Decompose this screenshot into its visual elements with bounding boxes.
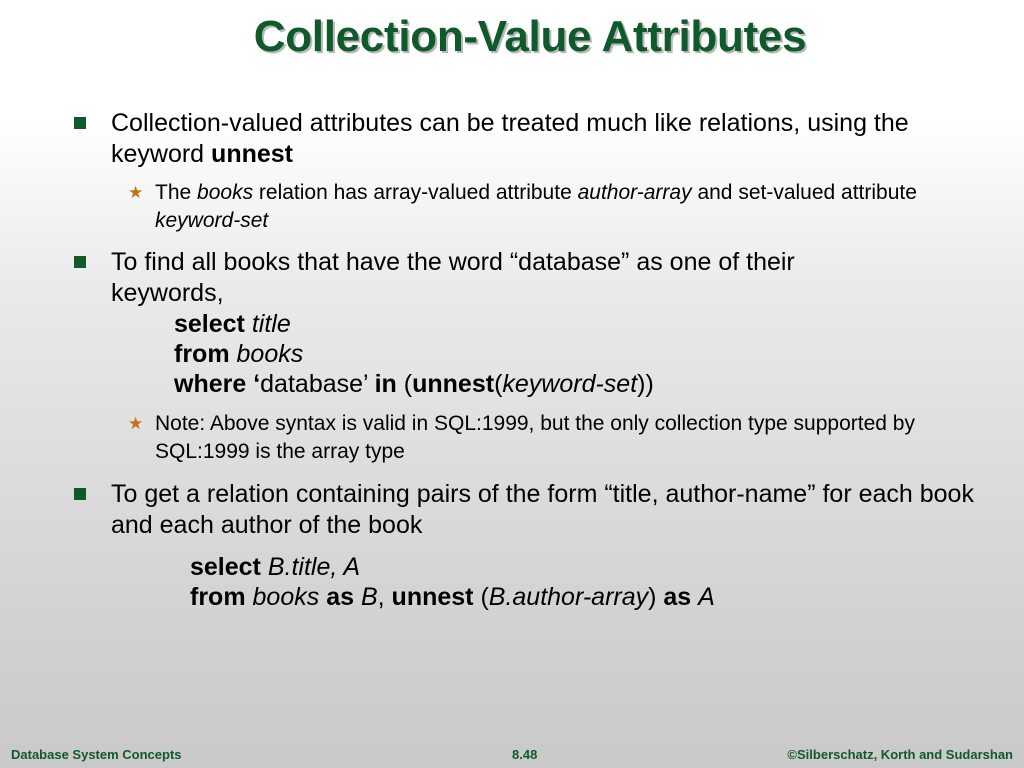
query-alias: B bbox=[360, 583, 378, 611]
query-string: database’ bbox=[260, 370, 375, 398]
footer-page-number: 8.48 bbox=[512, 747, 538, 762]
keyword-select: select bbox=[190, 553, 261, 581]
query-punct: )) bbox=[637, 370, 654, 398]
query-value: B.title, A bbox=[267, 553, 361, 581]
text-span: relation has array-valued attribute bbox=[253, 181, 578, 204]
text-span: The bbox=[155, 181, 198, 204]
square-bullet-icon bbox=[74, 488, 86, 500]
keyword-as: as bbox=[326, 583, 354, 611]
sub-bullet-text: Note: Above syntax is valid in SQL:1999, but the only collection type supported by SQL:1999 is the array type bbox=[155, 412, 915, 463]
query-line-from bbox=[190, 582, 715, 612]
square-bullet-icon bbox=[74, 256, 86, 268]
query-alias: A bbox=[698, 583, 715, 611]
query-value: books bbox=[236, 340, 304, 368]
keyword-unnest: unnest bbox=[391, 583, 474, 611]
query-value: title bbox=[251, 310, 291, 338]
query-punct: ( bbox=[494, 370, 503, 398]
query-value: keyword-set bbox=[502, 370, 638, 398]
query-punct: ( bbox=[473, 583, 489, 611]
sql-query bbox=[174, 309, 654, 399]
footer-course-title: Database System Concepts bbox=[11, 747, 182, 762]
sql-query bbox=[190, 552, 715, 612]
query-punct: ( bbox=[396, 370, 413, 398]
bullet-text bbox=[111, 108, 991, 170]
keyword-select: select bbox=[174, 310, 245, 338]
text-span: and set-valued attribute bbox=[691, 181, 917, 204]
query-line-from bbox=[174, 339, 654, 369]
keyword-as: as bbox=[663, 583, 692, 611]
bullet-text-body: Collection-valued attributes can be treated much like relations, using the keyword bbox=[111, 109, 909, 168]
query-value: B.author-array bbox=[488, 583, 649, 611]
query-line-select bbox=[174, 309, 654, 339]
slide-title: Collection-Value Attributes bbox=[253, 12, 807, 61]
keyword-from: from bbox=[190, 583, 246, 611]
keyword-from: from bbox=[174, 340, 230, 368]
keyword-unnest: unnest bbox=[211, 140, 293, 168]
relation-name: books bbox=[197, 181, 254, 204]
query-value: books bbox=[252, 583, 320, 611]
star-bullet-icon: ★ bbox=[128, 414, 144, 433]
query-punct: ) bbox=[648, 583, 664, 611]
footer-copyright: ©Silberschatz, Korth and Sudarshan bbox=[787, 747, 1013, 762]
query-line-select bbox=[190, 552, 715, 582]
sub-bullet-text bbox=[155, 179, 945, 235]
attribute-name: author-array bbox=[577, 181, 692, 204]
square-bullet-icon bbox=[74, 117, 86, 129]
keyword-where: where ‘ bbox=[174, 370, 261, 398]
star-bullet-icon: ★ bbox=[128, 183, 144, 202]
query-line-where bbox=[174, 369, 654, 399]
bullet-text: To find all books that have the word “database” as one of their keywords, bbox=[111, 248, 795, 307]
query-punct: , bbox=[377, 583, 392, 611]
keyword-unnest: unnest bbox=[412, 370, 495, 398]
attribute-name: keyword-set bbox=[155, 209, 269, 232]
bullet-text: To get a relation containing pairs of the form “title, author-name” for each book and each author of the book bbox=[111, 480, 974, 539]
keyword-in: in bbox=[374, 370, 397, 398]
